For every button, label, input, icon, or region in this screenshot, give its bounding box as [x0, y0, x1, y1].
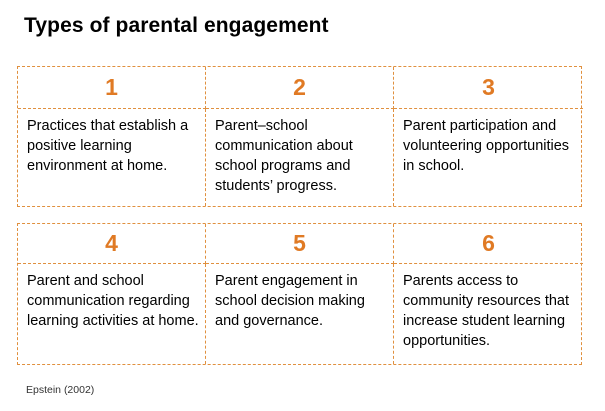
type-number-1: 1: [18, 67, 206, 109]
type-description-5: Parent engagement in school decision making and governance.: [206, 264, 394, 364]
type-number-5: 5: [206, 224, 394, 264]
type-description-3: Parent participation and volunteering opportunities in school.: [403, 118, 570, 174]
types-row-top: [17, 66, 582, 207]
page-title: Types of parental engagement: [24, 14, 329, 37]
type-number-3: 3: [394, 67, 583, 109]
type-description-6: Parents access to community resources that increase student learning opportunities.: [403, 273, 570, 349]
type-number-6: 6: [394, 224, 583, 264]
type-description-1: Practices that establish a positive learning environment at home.: [18, 109, 206, 206]
types-row-bottom: [17, 223, 582, 365]
type-number-2: 2: [206, 67, 394, 109]
type-number-4: 4: [18, 224, 206, 264]
type-description-2: Parent–school communication about school programs and students’ progress.: [206, 109, 394, 206]
citation: Epstein (2002): [26, 384, 95, 396]
type-description-4: Parent and school communication regarding learning activities at home.: [18, 264, 206, 364]
